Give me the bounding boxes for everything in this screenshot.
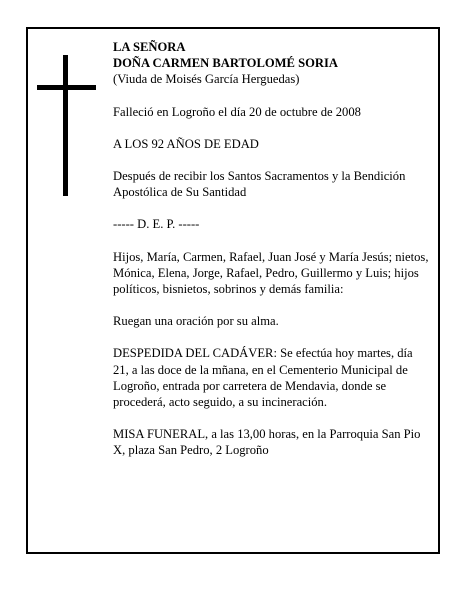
sacraments-paragraph: Después de recibir los Santos Sacramentos y la Bendición Apostólica de Su Santidad [113, 169, 406, 200]
prayer-line: Ruegan una oración por su alma. [113, 314, 279, 329]
cross-horizontal-bar [37, 85, 96, 90]
funeral-procession-paragraph: DESPEDIDA DEL CADÁVER: Se efectúa hoy martes, día 21, a las doce de la mñana, en el Cementerio Municipal de Logroño, entrada por carretera de Mendavia, donde se procederá, acto seguido, a su incineración. [113, 346, 413, 410]
cross-vertical-bar [63, 55, 68, 196]
age-line: A LOS 92 AÑOS DE EDAD [113, 136, 259, 151]
rip-line: ----- D. E. P. ----- [113, 217, 200, 232]
death-line: Falleció en Logroño el día 20 de octubre de 2008 [113, 104, 361, 119]
family-paragraph: Hijos, María, Carmen, Rafael, Juan José y María Jesús; nietos, Mónica, Elena, Jorge, Rafael, Pedro, Guillermo y Luis; hijos políticos, bisnietos, sobrinos y demás familia: [113, 249, 429, 297]
widow-line: (Viuda de Moisés García Herguedas) [113, 72, 300, 87]
mass-paragraph: MISA FUNERAL, a las 13,00 horas, en la Parroquia San Pio X, plaza San Pedro, 2 Logroño [113, 427, 421, 458]
deceased-name: DOÑA CARMEN BARTOLOMÉ SORIA [113, 56, 338, 71]
title-line: LA SEÑORA [113, 40, 186, 54]
obituary-text [113, 39, 429, 459]
